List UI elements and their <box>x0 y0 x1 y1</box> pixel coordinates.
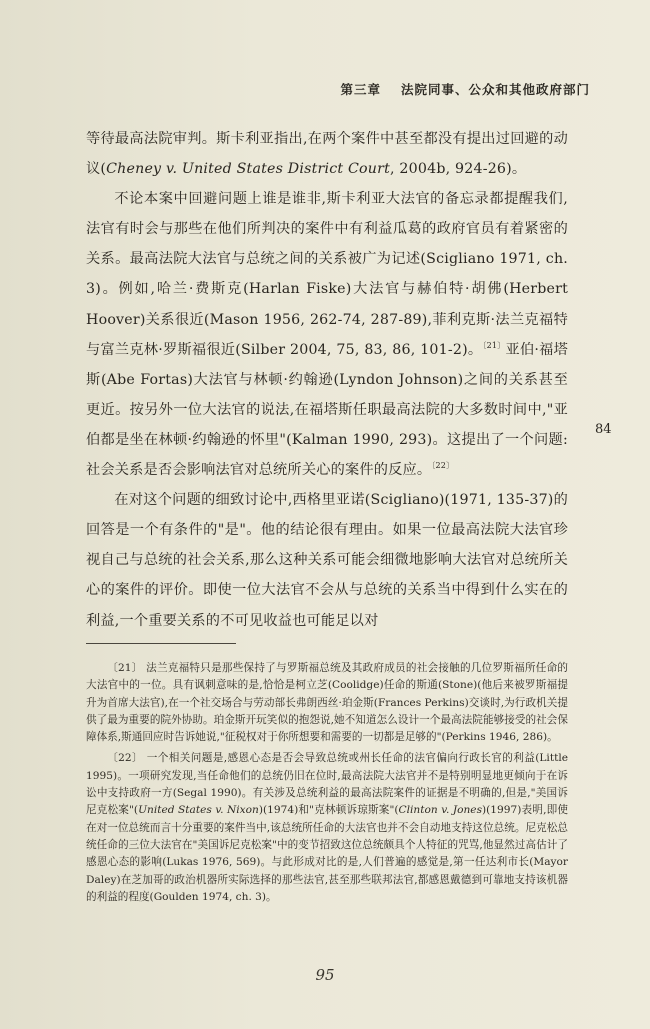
text-run: )(1997)表明,即使在对一位总统而言十分重要的案件当中,该总统所任命的大法官也并不会自动地支持这位总统。尼克松总统任命的三位大法官在"美国诉尼克松案"中的变节招致这位总统颇具个人特征的咒骂,他显然过高估计了感恩心态的影响(Lukas 1976, 569)。与此形成对比的是,人们普遍的感觉是,第一任达利市长(Mayor Daley)在芝加哥的政治机器所实际选择的那些法官,甚至那些联邦法官,都感恩戴德到可靠地支持该机器的利益的程度(Goulden 1974, ch. 3)。 <box>86 804 568 903</box>
chapter-label: 第三章 <box>340 82 381 97</box>
body-text <box>86 124 568 636</box>
footnote <box>86 750 568 906</box>
text-run: 〔21〕 法兰克福特只是那些保持了与罗斯福总统及其政府成员的社会接触的几位罗斯福所任命的大法官中的一位。具有讽刺意味的是,恰恰是柯立芝(Coolidge)任命的斯通(Stone)(他后来被罗斯福提升为首席大法官),在一个社交场合与劳动部长弗朗西丝·珀金斯(Frances Perkins)交谈时,为行政机关提供了最为重要的院外协助。珀金斯开玩笑似的抱怨说,她不知道怎么设计一个最高法院能够接受的社会保障体系,斯通回应时告诉她说,"征税权对于你所想要和需要的一切都是足够的"(Perkins 1946, 286)。 <box>86 662 568 744</box>
footnote-ref: 〔21〕 <box>482 340 506 350</box>
chapter-title: 法院同事、公众和其他政府部门 <box>400 82 590 97</box>
text-run: 〔22〕 一个相关问题是,感恩心态是否会导致总统或州长任命的法官偏向行政长官的利益(Little 1995)。一项研究发现,当任命他们的总统仍旧在位时,最高法院大法官并不是特别明显地更倾向于在诉讼中支持政府一方(Segal 1990)。有关涉及总统利益的最高法院案件的证据是不明确的,但是,"美国诉尼克松案"( <box>86 752 568 817</box>
footnote-separator <box>86 643 236 644</box>
case-citation: Cheney v. United States District Court <box>106 161 390 178</box>
text-run: 亚伯·福塔斯(Abe Fortas)大法官与林顿·约翰逊(Lyndon Johnson)之间的关系甚至更近。按另外一位大法官的说法,在福塔斯任职最高法院的大多数时间中,"亚伯都是坐在林顿·约翰逊的怀里"(Kalman 1990, 293)。这提出了一个问题:社会关系是否会影响法官对总统所关心的案件的反应。 <box>86 341 568 479</box>
body-paragraph <box>86 184 568 485</box>
footnote-ref: 〔22〕 <box>431 461 455 471</box>
footnote <box>86 660 568 746</box>
running-head <box>340 80 590 98</box>
body-paragraph <box>86 124 568 184</box>
text-run: 等待最高法院审判。斯卡利亚指出,在两个案件中甚至都没有提出过回避的动议( <box>86 131 568 178</box>
text-run: 在对这个问题的细致讨论中,西格里亚诺(Scigliano)(1971, 135-37)的回答是一个有条件的"是"。他的结论很有理由。如果一位最高法院大法官珍视自己与总统的社会关系,那么这种关系可能会细微地影响大法官对总统所关心的案件的评价。即使一位大法官不会从与总统的关系当中得到什么实在的利益,一个重要关系的不可见收益也可能足以对 <box>86 492 568 629</box>
case-citation: United States v. Nixon <box>138 804 259 817</box>
case-citation: Clinton v. Jones <box>398 804 483 817</box>
text-run: 不论本案中回避问题上谁是谁非,斯卡利亚大法官的备忘录都提醒我们,法官有时会与那些在他们所判决的案件中有利益瓜葛的政府官员有着紧密的关系。最高法院大法官与总统之间的关系被广为记述(Scigliano 1971, ch. 3)。例如,哈兰·费斯克(Harlan Fiske)大法官与赫伯特·胡佛(Herbert Hoover)关系很近(Mason 1956, 262-74, 287-89),菲利克斯·法兰克福特与富兰克林·罗斯福很近(Silber 2004, 75, 83, 86, 101-2)。 <box>86 191 568 358</box>
page-number: 95 <box>315 966 335 984</box>
margin-page-number: 84 <box>595 422 612 437</box>
footnotes <box>86 660 568 910</box>
text-run: )(1974)和"克林顿诉琼斯案"( <box>258 804 399 817</box>
body-paragraph <box>86 485 568 635</box>
text-run: , 2004b, 924-26)。 <box>390 161 527 178</box>
